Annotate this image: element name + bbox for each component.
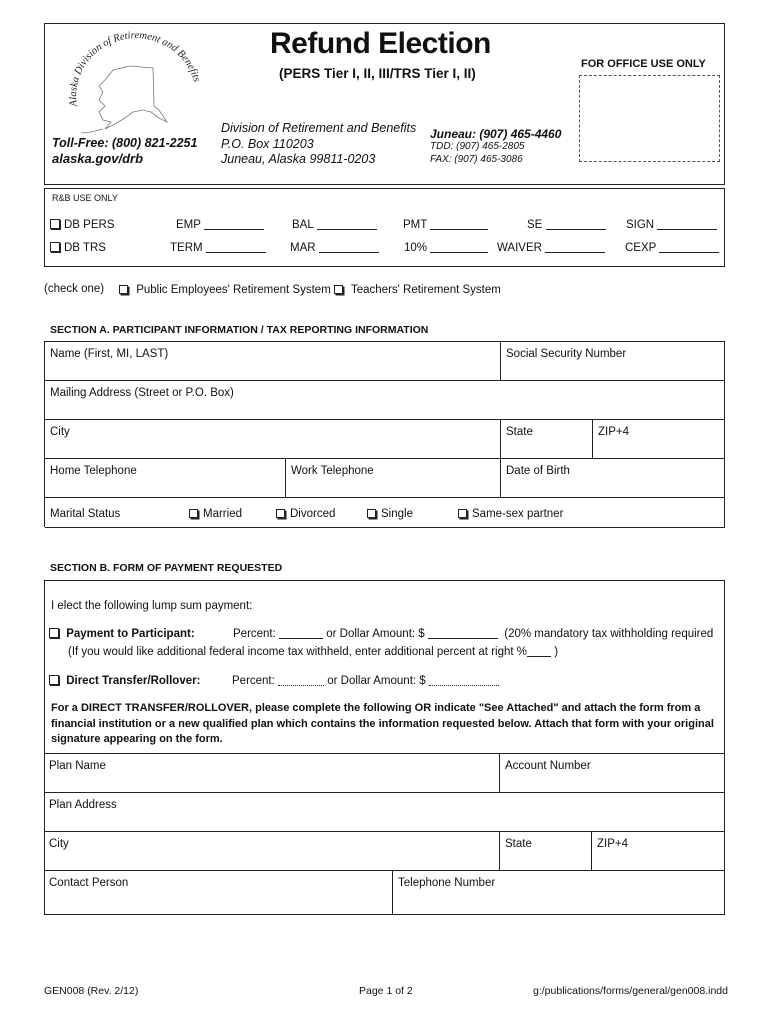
city-field[interactable]: City [45, 420, 501, 459]
plan-name-field[interactable]: Plan Name [44, 753, 500, 793]
married-option[interactable]: Married [189, 508, 242, 520]
page-subtitle: (PERS Tier I, II, III/TRS Tier I, II) [279, 66, 476, 81]
rb-term[interactable]: TERM [170, 242, 266, 254]
rb-db-pers[interactable]: DB PERS [50, 219, 115, 231]
state-field[interactable]: State [501, 420, 593, 459]
dob-field[interactable]: Date of Birth [501, 459, 725, 498]
division-name: Division of Retirement and Benefits [221, 121, 417, 135]
logo-arc-text: Alaska Division of Retirement and Benefits [68, 30, 202, 108]
office-use-label: FOR OFFICE USE ONLY [581, 58, 706, 70]
rb-bal[interactable]: BAL [292, 219, 377, 231]
section-a-title: SECTION A. PARTICIPANT INFORMATION / TAX REPORTING INFORMATION [50, 324, 429, 336]
state-seal-logo [55, 26, 205, 134]
checkbox-icon[interactable] [119, 285, 128, 294]
alaska-map-icon [55, 26, 205, 134]
checkbox-icon[interactable] [334, 285, 343, 294]
rollover-instructions: For a DIRECT TRANSFER/ROLLOVER, please complete the following OR indicate "See Attached" and attach the form from a financial institution or a new qualified plan which contains the information requested below. Attach that form with your original signature appearing on the form. [51, 702, 714, 745]
plan-address-field[interactable]: Plan Address [44, 793, 725, 832]
page-title: Refund Election [270, 27, 491, 60]
rb-use-label: R&B USE ONLY [52, 193, 118, 203]
checkbox-icon[interactable] [50, 219, 60, 229]
office-use-box [579, 75, 720, 162]
plan-state-field[interactable]: State [500, 832, 592, 871]
direct-transfer: Direct Transfer/Rollover: [49, 675, 200, 687]
divorced-option[interactable]: Divorced [276, 508, 335, 520]
rb-se[interactable]: SE [527, 219, 606, 231]
trs-option[interactable]: Teachers' Retirement System [334, 284, 501, 296]
zip-field[interactable]: ZIP+4 [593, 420, 725, 459]
rb-sign[interactable]: SIGN [626, 219, 717, 231]
name-field[interactable]: Name (First, MI, LAST) [45, 342, 501, 381]
single-option[interactable]: Single [367, 508, 413, 520]
checkbox-icon[interactable] [50, 242, 60, 252]
juneau-phone: Juneau: (907) 465-4460 [430, 127, 562, 141]
direct-transfer-amount[interactable]: Percent: or Dollar Amount: $ [232, 675, 499, 687]
file-path: g:/publications/forms/general/gen008.indd [533, 985, 728, 997]
marital-status-row: Marital Status [45, 498, 725, 528]
elect-text: I elect the following lump sum payment: [51, 600, 253, 612]
payment-percent[interactable]: Percent: or Dollar Amount: $ (20% mandatory tax withholding required [233, 628, 714, 640]
section-a-table [44, 341, 725, 527]
rb-waiver[interactable]: WAIVER [497, 242, 605, 254]
home-telephone-field[interactable]: Home Telephone [45, 459, 286, 498]
checkbox-icon[interactable] [276, 509, 285, 518]
checkbox-icon[interactable] [49, 628, 59, 638]
plan-city-field[interactable]: City [44, 832, 500, 871]
website-link[interactable]: alaska.gov/drb [52, 151, 144, 166]
additional-withholding[interactable]: (If you would like additional federal income tax withheld, enter additional percent at right % ) [68, 646, 559, 658]
svg-text:Alaska Division of Retirement [68, 30, 202, 108]
plan-zip-field[interactable]: ZIP+4 [592, 832, 725, 871]
section-b-table [44, 753, 725, 915]
contact-person-field[interactable]: Contact Person [44, 871, 393, 915]
rb-mar[interactable]: MAR [290, 242, 379, 254]
rb-use-box [44, 188, 725, 267]
checkbox-icon[interactable] [367, 509, 376, 518]
work-telephone-field[interactable]: Work Telephone [286, 459, 501, 498]
checkbox-icon[interactable] [189, 509, 198, 518]
fax-number: FAX: (907) 465-3086 [430, 154, 523, 165]
tdd-number: TDD: (907) 465-2805 [430, 141, 525, 152]
section-b-title: SECTION B. FORM OF PAYMENT REQUESTED [50, 562, 283, 574]
account-number-field[interactable]: Account Number [500, 753, 725, 793]
rb-db-trs[interactable]: DB TRS [50, 242, 106, 254]
checkbox-icon[interactable] [458, 509, 467, 518]
rb-cexp[interactable]: CEXP [625, 242, 719, 254]
form-id: GEN008 (Rev. 2/12) [44, 985, 139, 997]
rb-emp[interactable]: EMP [176, 219, 264, 231]
same-sex-option[interactable]: Same-sex partner [458, 508, 563, 520]
mailing-address-field[interactable]: Mailing Address (Street or P.O. Box) [45, 381, 725, 420]
rb-ten-percent[interactable]: 10% [404, 242, 488, 254]
payment-to-participant: Payment to Participant: [49, 628, 195, 640]
toll-free-number: Toll-Free: (800) 821-2251 [52, 136, 198, 150]
page-number: Page 1 of 2 [359, 985, 413, 997]
city-zip: Juneau, Alaska 99811-0203 [221, 152, 376, 166]
check-one-label: (check one) [44, 283, 105, 295]
checkbox-icon[interactable] [49, 675, 59, 685]
ssn-field[interactable]: Social Security Number [501, 342, 725, 381]
rb-pmt[interactable]: PMT [403, 219, 488, 231]
po-box: P.O. Box 110203 [221, 137, 314, 151]
plan-telephone-field[interactable]: Telephone Number [398, 877, 496, 889]
pers-option[interactable]: Public Employees' Retirement System [119, 284, 331, 296]
